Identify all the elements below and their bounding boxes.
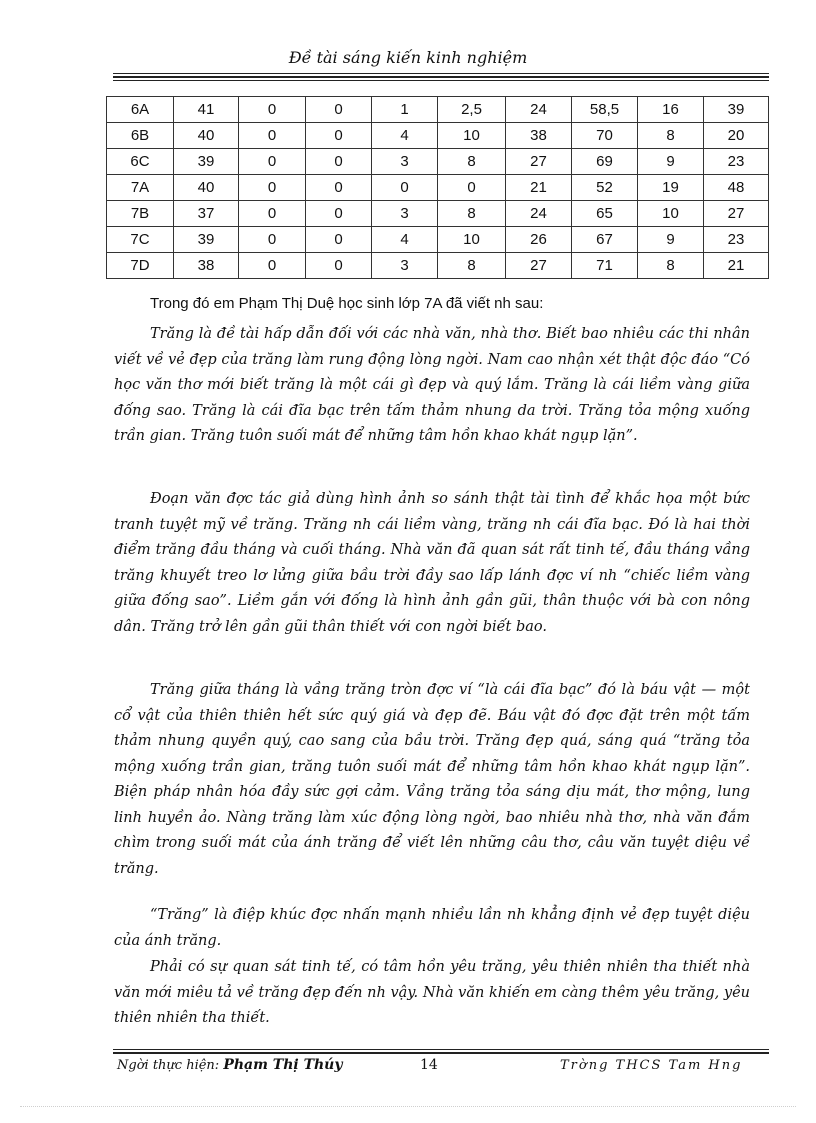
table-cell: 10 [438, 227, 506, 253]
paragraph-1: Trăng là đề tài hấp dẫn đối với các nhà văn, nhà thơ. Biết bao nhiêu các thi nhân viết về vẻ đẹp của trăng làm rung động lòng ngời. Nam cao nhận xét thật độc đáo “Có học văn thơ mới biết trăng là một cái gì đẹp và quý lắm. Trăng là cái liềm vàng giữa đống sao. Trăng là cái đĩa bạc trên tấm thảm nhung da trời. Trăng tỏa mộng xuống trần gian. Trăng tuôn suối mát để những tâm hồn khao khát ngụp lặn”. [114, 326, 750, 444]
table-cell: 0 [306, 253, 372, 279]
table-cell: 0 [239, 201, 306, 227]
table-cell: 67 [572, 227, 638, 253]
table-cell: 10 [438, 123, 506, 149]
table-row [107, 201, 769, 227]
intro-line: Trong đó em Phạm Thị Duệ học sinh lớp 7A đã viết nh sau: [150, 295, 544, 312]
page-number: 14 [420, 1057, 438, 1073]
table-cell: 40 [174, 175, 239, 201]
table-cell: 8 [638, 123, 704, 149]
table-cell: 27 [506, 149, 572, 175]
table-cell: 58,5 [572, 97, 638, 123]
class-cell: 6C [107, 149, 174, 175]
table-cell: 21 [506, 175, 572, 201]
table-cell: 39 [704, 97, 769, 123]
table-cell: 39 [174, 149, 239, 175]
table-cell: 41 [174, 97, 239, 123]
table-cell: 9 [638, 149, 704, 175]
header-rule [113, 73, 769, 74]
header-rule [113, 80, 769, 81]
table-cell: 27 [506, 253, 572, 279]
footer-author: Phạm Thị Thúy [223, 1057, 343, 1073]
table-row [107, 253, 769, 279]
table-cell: 0 [239, 175, 306, 201]
table-cell: 24 [506, 201, 572, 227]
table-cell: 0 [438, 175, 506, 201]
table-row [107, 97, 769, 123]
table-row [107, 149, 769, 175]
table-cell: 0 [239, 253, 306, 279]
table-cell: 8 [638, 253, 704, 279]
table-cell: 38 [506, 123, 572, 149]
class-cell: 7C [107, 227, 174, 253]
table-cell: 0 [239, 97, 306, 123]
table-cell: 69 [572, 149, 638, 175]
footer-label: Ngời thực hiện: [117, 1058, 220, 1073]
table-cell: 24 [506, 97, 572, 123]
table-cell: 20 [704, 123, 769, 149]
table-cell: 38 [174, 253, 239, 279]
table-cell: 65 [572, 201, 638, 227]
table-cell: 8 [438, 201, 506, 227]
table-cell: 37 [174, 201, 239, 227]
table-cell: 0 [306, 201, 372, 227]
table-cell: 39 [174, 227, 239, 253]
table-cell: 16 [638, 97, 704, 123]
class-cell: 7A [107, 175, 174, 201]
footer-rule [113, 1049, 769, 1050]
class-cell: 7B [107, 201, 174, 227]
table-cell: 71 [572, 253, 638, 279]
table-cell: 0 [239, 149, 306, 175]
table-cell: 2,5 [438, 97, 506, 123]
table-cell: 52 [572, 175, 638, 201]
table-cell: 19 [638, 175, 704, 201]
table-cell: 4 [372, 227, 438, 253]
footer-school: Trờng THCS Tam Hng [560, 1058, 743, 1073]
table-cell: 3 [372, 201, 438, 227]
table-cell: 1 [372, 97, 438, 123]
table-cell: 23 [704, 149, 769, 175]
paragraph-2: Đoạn văn đợc tác giả dùng hình ảnh so sánh thật tài tình để khắc họa một bức tranh tuyệt mỹ về trăng. Trăng nh cái liềm vàng, trăng nh cái đĩa bạc. Đó là hai thời điểm trăng đầu tháng và cuối tháng. Nhà văn đã quan sát rất tinh tế, đầu tháng vầng trăng khuyết treo lơ lửng giữa bầu trời đầy sao lấp lánh đợc ví nh “chiếc liềm vàng giữa đống sao”. Liềm gắn với đống là hình ảnh gần gũi, thân thuộc với bà con nông dân. Trăng trở lên gần gũi thân thiết với con ngời biết bao. [114, 491, 750, 635]
table-cell: 26 [506, 227, 572, 253]
table-cell: 0 [306, 175, 372, 201]
table-row [107, 227, 769, 253]
results-table [106, 96, 769, 279]
paragraph-3: Trăng giữa tháng là vầng trăng tròn đợc ví “là cái đĩa bạc” đó là báu vật — một cổ vật của thiên thiên hết sức quý giá và đẹp đẽ. Báu vật đó đợc đặt trên một tấm thảm nhung quyền quý, cao sang của bầu trời. Trăng đẹp quá, sáng quá “trăng tỏa mộng xuống trần gian, trăng tuôn suối mát để những tâm hồn khao khát ngụp lặn”. Biện pháp nhân hóa đầy sức gợi cảm. Vầng trăng tỏa sáng dịu mát, thơ mộng, lung linh huyền ảo. Nàng trăng làm xúc động lòng ngời, bao nhiêu nhà thơ, nhà văn đắm chìm trong suối mát của ánh trăng để viết lên những câu thơ, câu văn tuyệt diệu về trăng. [114, 682, 750, 877]
table-cell: 0 [306, 97, 372, 123]
header-rule [113, 76, 769, 78]
table-cell: 70 [572, 123, 638, 149]
header-title: Đề tài sáng kiến kinh nghiệm [288, 48, 528, 67]
table-cell: 0 [239, 123, 306, 149]
paragraph-4: “Trăng” là điệp khúc đợc nhấn mạnh nhiều lần nh khẳng định vẻ đẹp tuyệt diệu của ánh trăng. [114, 907, 750, 949]
table-cell: 0 [306, 149, 372, 175]
table-cell: 0 [239, 227, 306, 253]
table-row [107, 123, 769, 149]
table-cell: 3 [372, 253, 438, 279]
table-cell: 8 [438, 253, 506, 279]
table-cell: 21 [704, 253, 769, 279]
paragraph-5: Phải có sự quan sát tinh tế, có tâm hồn yêu trăng, yêu thiên nhiên tha thiết nhà văn mới miêu tả về trăng đẹp đến nh vậy. Nhà văn khiến em càng thêm yêu trăng, yêu thiên nhiên tha thiết. [114, 959, 750, 1026]
table-cell: 0 [372, 175, 438, 201]
table-cell: 10 [638, 201, 704, 227]
page-edge-divider [20, 1106, 796, 1107]
table-cell: 48 [704, 175, 769, 201]
table-cell: 27 [704, 201, 769, 227]
table-cell: 23 [704, 227, 769, 253]
table-cell: 3 [372, 149, 438, 175]
class-cell: 7D [107, 253, 174, 279]
class-cell: 6A [107, 97, 174, 123]
class-cell: 6B [107, 123, 174, 149]
footer-rule [113, 1052, 769, 1054]
table-cell: 0 [306, 123, 372, 149]
table-cell: 8 [438, 149, 506, 175]
table-cell: 0 [306, 227, 372, 253]
footer-author-block [117, 1057, 342, 1073]
table-row [107, 175, 769, 201]
table-cell: 4 [372, 123, 438, 149]
table-cell: 40 [174, 123, 239, 149]
table-cell: 9 [638, 227, 704, 253]
